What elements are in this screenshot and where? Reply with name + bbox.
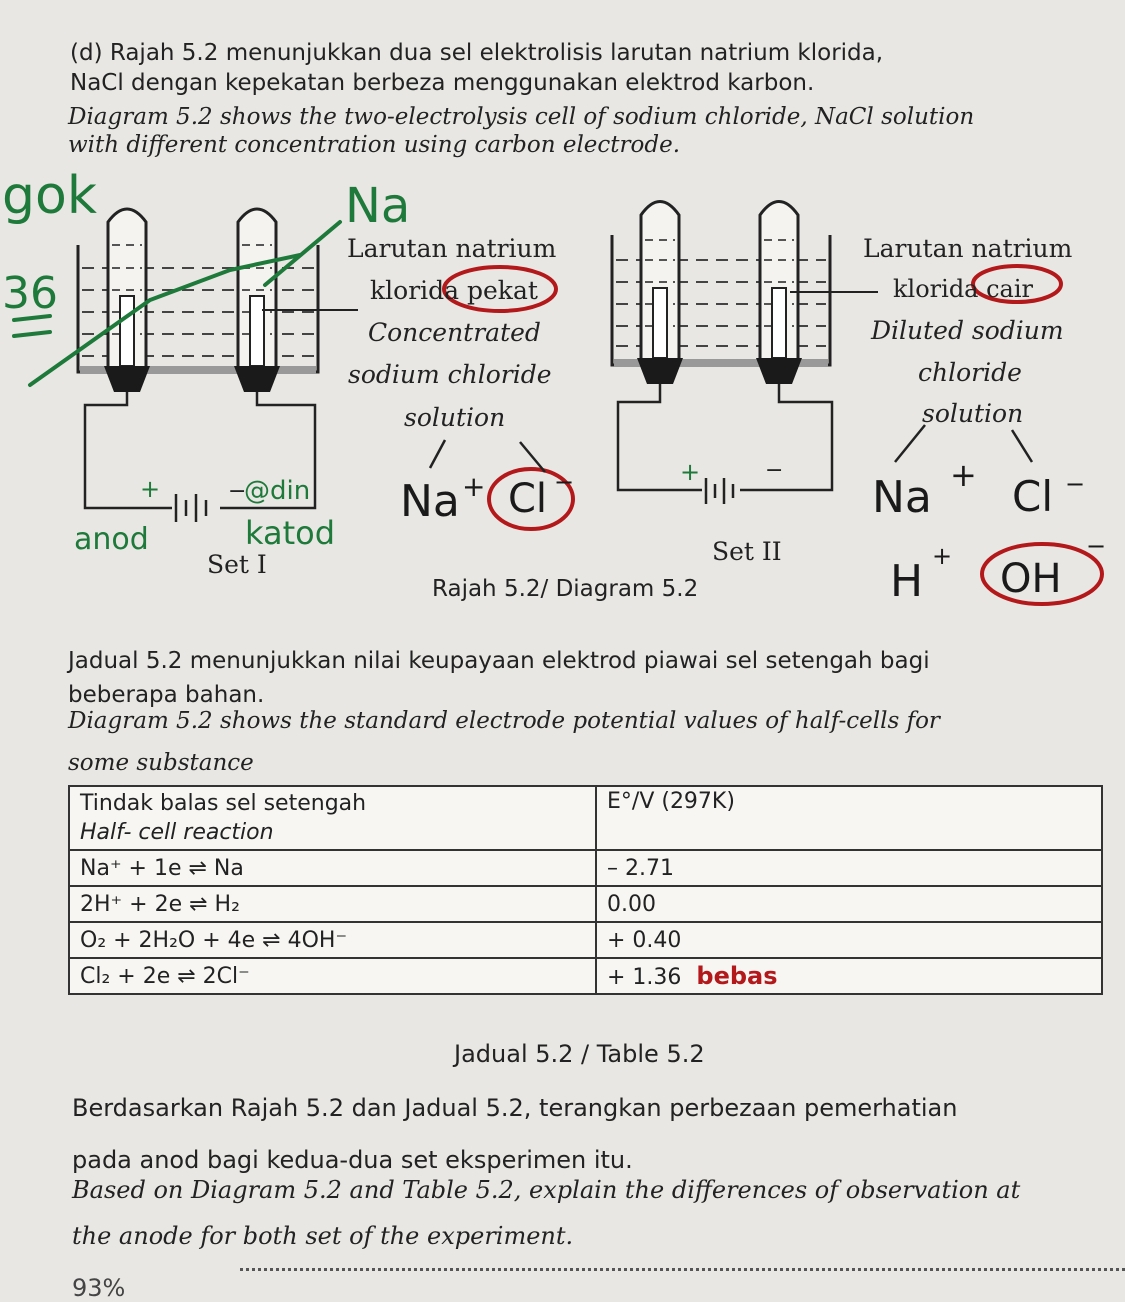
set2-solution-ms-2: klorida cair [893, 275, 1034, 303]
table-cell-reaction: O₂ + 2H₂O + 4e ⇌ 4OH⁻ [69, 922, 596, 958]
set1-plus-sign: + [140, 475, 161, 503]
ion-set1-cl-charge: − [554, 468, 575, 496]
set1-stopper-right [234, 366, 280, 392]
table-row [69, 922, 1102, 958]
table-cell-reaction: Cl₂ + 2e ⇌ 2Cl⁻ [69, 958, 596, 994]
set2-solution-en-3: solution [922, 399, 1024, 428]
table-cell-reaction: Na⁺ + 1e ⇌ Na [69, 850, 596, 886]
zoom-percent: 93% [72, 1274, 126, 1302]
table-row [69, 958, 1102, 994]
table-cell-reaction: 2H⁺ + 2e ⇌ H₂ [69, 886, 596, 922]
set1-solution-en-1: Concentrated [368, 318, 541, 347]
diagram-caption: Rajah 5.2/ Diagram 5.2 [432, 576, 699, 602]
final-question-line-2: pada anod bagi kedua-dua set eksperimen itu. [72, 1146, 633, 1174]
table-header-row [69, 786, 1102, 850]
set2-stopper-right [756, 358, 802, 384]
table-intro-line-2: beberapa bahan. [68, 682, 265, 708]
final-question-line-1: Berdasarkan Rajah 5.2 dan Jadual 5.2, terangkan perbezaan pemerhatian [72, 1094, 958, 1122]
ion-set2-cl: Cl [1012, 472, 1053, 521]
table-cell-value: + 0.40 [596, 922, 1102, 958]
set2-minus-sign: − [765, 458, 784, 483]
ion-set2-h-charge: + [932, 542, 953, 570]
set1-solution-ms-1: Larutan natrium [347, 234, 557, 263]
set2-label: Set II [712, 537, 782, 566]
table-intro-line-4: some substance [68, 750, 254, 776]
table-header-reaction [69, 786, 596, 850]
table-caption: Jadual 5.2 / Table 5.2 [454, 1040, 705, 1068]
table-row [69, 850, 1102, 886]
ion-pointer-lines [430, 425, 1032, 472]
set1-label: Set I [207, 550, 267, 579]
table-cell-value-text: + 1.36 [607, 965, 682, 990]
table-cell-value: 0.00 [596, 886, 1102, 922]
set2-electrode-left [653, 288, 667, 358]
ion-set2-cl-charge: − [1065, 470, 1086, 498]
ion-set1-na: Na [400, 476, 460, 527]
table-row [69, 886, 1102, 922]
table-intro-line-1: Jadual 5.2 menunjukkan nilai keupayaan elektrod piawai sel setengah bagi [68, 648, 930, 674]
question-line-4: with different concentration using carbon electrode. [68, 132, 681, 158]
half-cell-table [68, 785, 1103, 995]
table-cell-value: – 2.71 [596, 850, 1102, 886]
table-header-potential: E°/V (297K) [596, 786, 1102, 850]
set2-circuit [618, 384, 832, 504]
set2-solution-en-2: chloride [918, 358, 1022, 387]
annotation-gok: gok [2, 166, 97, 226]
annotation-bebas: bebas [696, 962, 778, 990]
set2-electrode-right [772, 288, 786, 358]
final-question-line-3: Based on Diagram 5.2 and Table 5.2, explain the differences of observation at [72, 1176, 1021, 1204]
table-intro-line-3: Diagram 5.2 shows the standard electrode potential values of half-cells for [68, 708, 940, 734]
table-header-en: Half- cell reaction [80, 820, 274, 845]
set2-stopper-left [637, 358, 683, 384]
set1-minus-sign: − [228, 479, 247, 504]
ion-set2-oh-charge: − [1086, 532, 1107, 560]
annotation-anod: anod [74, 522, 149, 557]
question-line-2: NaCl dengan kepekatan berbeza menggunakan elektrod karbon. [70, 70, 815, 96]
set1-electrode-left [120, 296, 134, 366]
question-line-3: Diagram 5.2 shows the two-electrolysis cell of sodium chloride, NaCl solution [68, 104, 975, 130]
table-header-ms: Tindak balas sel setengah [80, 791, 367, 816]
set2-plus-sign: + [680, 458, 701, 486]
annotation-na: Na [345, 178, 411, 234]
set1-stopper-left [104, 366, 150, 392]
set2-solution-ms-1: Larutan natrium [863, 234, 1073, 263]
annotation-at-din: @din [244, 476, 311, 506]
annotation-36: 36 [2, 268, 58, 319]
answer-dotted-line [240, 1268, 1125, 1271]
ion-set2-h: H [890, 556, 924, 607]
table-cell-value [596, 958, 1102, 994]
ion-set2-oh: OH [1000, 556, 1062, 602]
ion-set2-na-charge: + [950, 456, 977, 494]
ion-set2-na: Na [872, 472, 932, 523]
set1-solution-en-2: sodium chloride [348, 360, 552, 389]
set2-solution-en-1: Diluted sodium [871, 316, 1064, 345]
green-ink-marks [14, 222, 340, 385]
ion-set1-cl: Cl [508, 476, 548, 522]
set1-solution-ms-2: klorida pekat [370, 276, 538, 305]
ion-set1-na-charge: + [462, 470, 486, 503]
set1-electrode-right [250, 296, 264, 366]
final-question-line-4: the anode for both set of the experiment. [72, 1222, 574, 1250]
set1-solution-en-3: solution [404, 403, 506, 432]
question-line-1: (d) Rajah 5.2 menunjukkan dua sel elektrolisis larutan natrium klorida, [70, 40, 884, 66]
annotation-katod: katod [245, 514, 336, 552]
